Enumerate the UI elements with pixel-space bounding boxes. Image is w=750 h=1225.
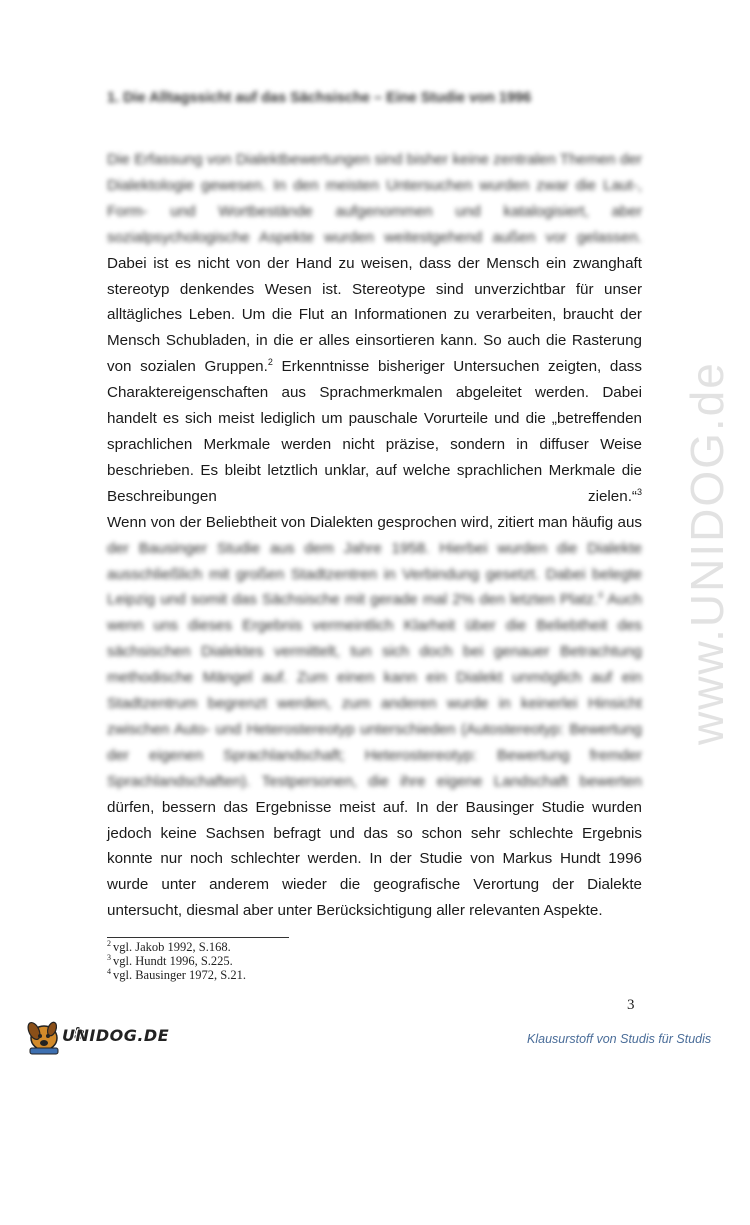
- paragraph-1: [107, 147, 642, 510]
- footnote-ref-2: 2: [267, 357, 273, 368]
- footer-tagline: Klausurstoff von Studis für Studis: [527, 1032, 712, 1046]
- paragraph-2: [107, 510, 642, 925]
- footnote-number: 3: [107, 953, 111, 962]
- body-text: [107, 147, 642, 924]
- footnote-divider: [107, 937, 289, 938]
- visible-text: Erkenntnisse bisheriger Untersuchen zeigten, dass Charaktereigenschaften aus Sprachmerkmalen abgeleitet werden. Dabei handelt es sich meist lediglich um pauschale Vorurteile und die „betreffenden sprachlichen Merkmale werden nicht präzise, sondern in diffuser Weise beschrieben. Es bleibt letztlich unklar, auf welche sprachlichen Merkmale die Beschreibungen zielen.“: [107, 358, 642, 505]
- footnote-4: [107, 968, 507, 982]
- blurred-text: Auch wenn uns dieses Ergebnis vermeintlich Klarheit über die Beliebtheit des sächsischen Dialektes vermittelt, tun sich doch bei genauer Betrachtung methodische Mängel auf. Zum einen kann ein Dialekt unmöglich auf ein Stadtzentrum begrenzt werden, zum anderen wurde in keinerlei Hinsicht zwischen Auto- und Heterostereotyp unterschieden (Autostereotyp: Bewertung der eigenen Sprachlandschaft; Heterostereotyp: Bewertung fremder Sprachlandschaften). Testpersonen, die ihre eigene Landschaft bewerten: [107, 591, 642, 790]
- watermark: [680, 361, 740, 1225]
- blurred-text: Die Erfassung von Dialektbewertungen sind bisher keine zentralen Themen der Dialektologie gewesen. In den meisten Untersuchen wurden zwar die Laut-, Form- und Wortbestände aufgenommen und katalogisiert, aber sozialpsychologische Aspekte wurden weitestgehend außen vor gelassen.: [107, 151, 642, 246]
- section-heading: 1. Die Alltagssicht auf das Sächsische – Eine Studie von 1996: [107, 90, 532, 106]
- visible-text: dürfen, bessern das Ergebnisse meist auf. In der Bausinger Studie wurden jedoch keine Sachsen befragt und das so schon sehr schlechte Ergebnis konnte nur noch schlechter werden. In der Studie von Markus Hundt 1996 wurde unter anderem wieder die geografische Verortung der Dialekte untersucht, diesmal aber unter Berücksichtigung aller relevanten Aspekte.: [107, 798, 642, 920]
- visible-text: Wenn von der Beliebtheit von Dialekten gesprochen wird, zitiert man häufig aus: [107, 513, 642, 531]
- footnote-text: vgl. Hundt 1996, S.225.: [113, 954, 233, 968]
- footnote-ref-3: 3: [636, 486, 642, 497]
- footnote-number: 4: [107, 967, 111, 976]
- footnotes: [107, 940, 507, 982]
- footnote-text: vgl. Jakob 1992, S.168.: [113, 940, 231, 954]
- footnote-number: 2: [107, 939, 111, 948]
- watermark-text: www.UNIDOG.de: [681, 361, 733, 745]
- logo-text: UNIDOG.DE: [62, 1026, 170, 1045]
- page-number: 3: [627, 997, 635, 1013]
- footnote-ref-4: 4: [598, 590, 604, 601]
- footnote-3: [107, 954, 507, 968]
- footnote-text: vgl. Bausinger 1972, S.21.: [113, 968, 246, 982]
- blurred-text: der Bausinger Studie aus dem Jahre 1958. Hierbei wurden die Dialekte ausschließlich mit großen Stadtzentren in Verbindung gesetzt. Dabei belegte Leipzig und somit das Sächsische mit gerade mal 2% den letzten Platz.: [107, 539, 642, 609]
- footnote-2: [107, 940, 507, 954]
- visible-text: Dabei ist es nicht von der Hand zu weisen, dass der Mensch ein zwanghaft stereotyp denkendes Wesen ist. Stereotype sind unverzichtbar für unser alltägliches Leben. Um die Flut an Informationen zu verarbeiten, braucht der Mensch Schubladen, in die er alles einsortieren kann. So auch die Rasterung von sozialen Gruppen.: [107, 254, 642, 376]
